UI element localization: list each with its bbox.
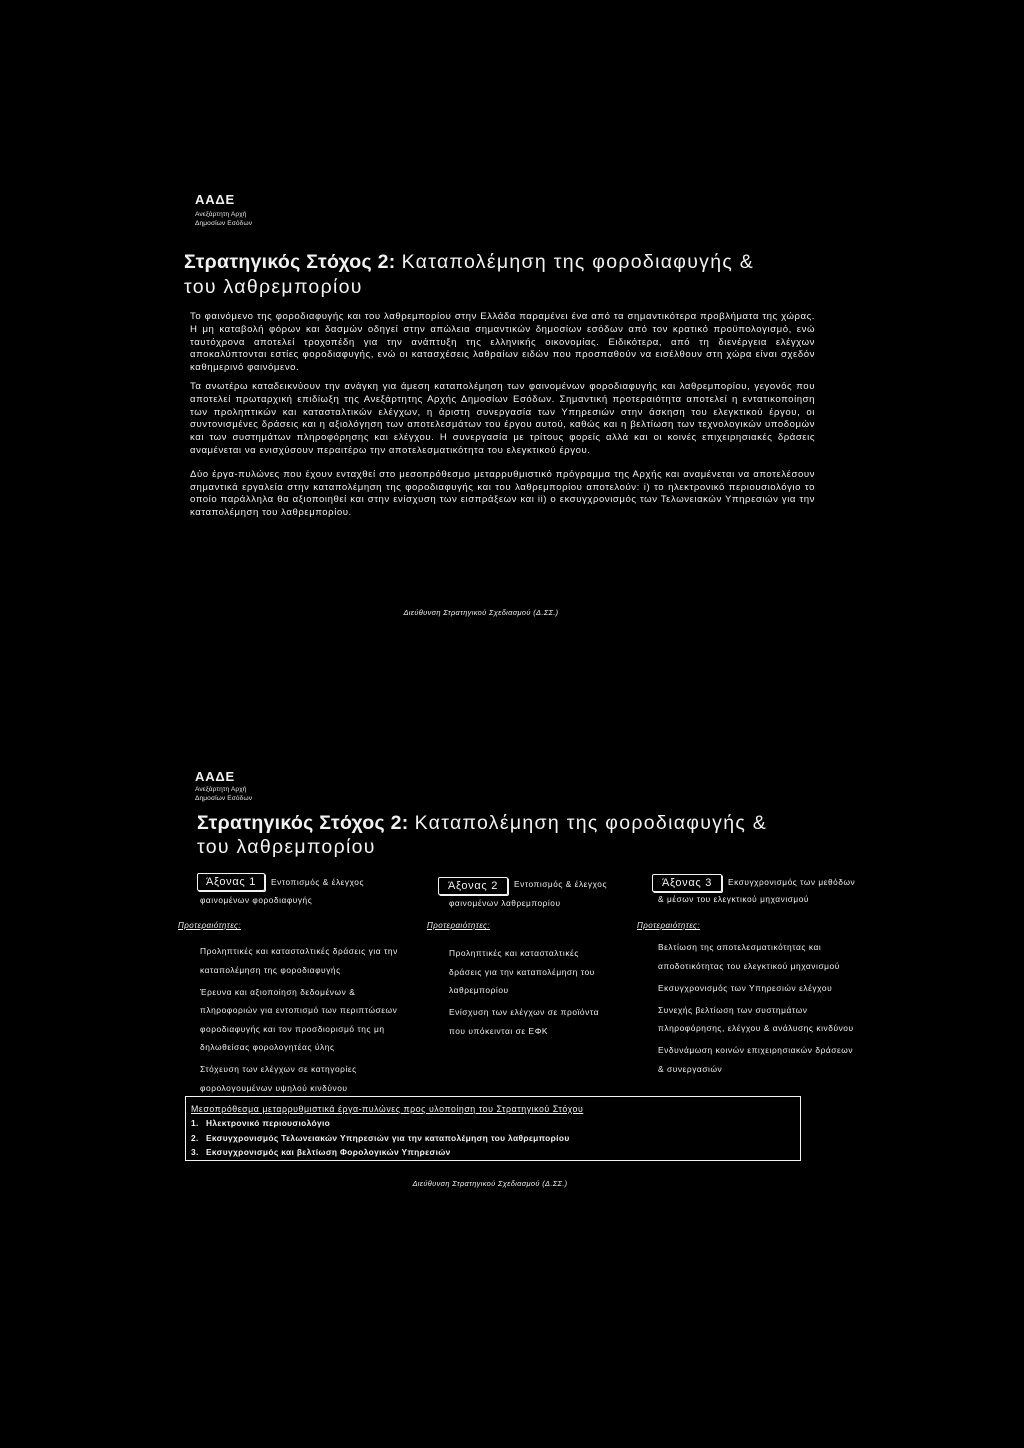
title-line1-rest: Καταπολέμηση της φοροδιαφυγής & (401, 251, 755, 273)
axis-3-priorities-label: Προτεραιότητες: (637, 921, 701, 930)
item-text: Ηλεκτρονικό περιουσιολόγιο (206, 1118, 331, 1129)
paragraph-1: Το φαινόμενο της φοροδιαφυγής και του λαθρεμπορίου στην Ελλάδα παραμένει ένα από τα σημαντικότερα προβλήματα της χώρας. Η μη καταβολή φόρων και δασμών οδηγεί στην απώλεια σημαντικών δημοσίων εσόδων από τον κρατικό προϋπολογισμό, ενώ ταυτόχρονα αποτελεί τροχοπέδη για την ανάπτυξη της ελληνικής οικονομίας. Ειδικότερα, από τη διενέργεια ελέγχων αποκαλύπτονται εστίες φοροδιαφυγής, ενώ οι κατασχέσεις λαθραίων ειδών που προσπαθούν να εισέλθουν στη χώρα είναι σχεδόν καθημερινό φαινόμενο. (190, 311, 815, 374)
title-lead: Στρατηγικός Στόχος 2: (184, 251, 396, 273)
axis-3-priorities (658, 938, 854, 1082)
priority-line: φορολογουμένων υψηλού κινδύνου (200, 1082, 348, 1093)
priority-line: Έρευνα και αξιοποίηση δεδομένων & (200, 986, 356, 997)
axis-2-title-line2: φαινομένων λαθρεμπορίου (449, 898, 561, 908)
slide1-logo (195, 192, 252, 228)
priority-item (658, 1041, 854, 1078)
reform-projects-heading: Μεσοπρόθεσμα μεταρρυθμιστικά έργα-πυλώνες προς υλοποίηση του Στρατηγικού Στόχου (191, 1104, 584, 1114)
reform-project-item (191, 1116, 800, 1130)
axis-3-badge: Άξονας 3 (652, 874, 722, 892)
axis-1-title-line2: φαινομένων φοροδιαφυγής (200, 895, 313, 905)
axis-1-priorities (200, 942, 398, 1101)
axis-3-title-line1: Εκσυγχρονισμός των μεθόδων (728, 877, 856, 887)
item-number: 3. (191, 1146, 199, 1157)
slide2-logo (195, 769, 252, 803)
slide1-footer: Διεύθυνση Στρατηγικού Σχεδιασμού (Δ.ΣΣ.) (403, 608, 559, 617)
priority-line: Ενίσχυση των ελέγχων σε προϊόντα (449, 1007, 600, 1017)
priority-item (200, 942, 398, 979)
paragraph-2: Τα ανωτέρω καταδεικνύουν την ανάγκη για άμεση καταπολέμηση των φαινομένων φοροδιαφυγής και λαθρεμπορίου, γεγονός που αποτελεί πρωταρχική επιδίωξη της Ανεξάρτητης Αρχής Δημοσίων Εσόδων. Σημαντική προτεραιότητα αποτελεί η εντατικοποίηση των προληπτικών και κατασταλτικών ελέγχων, η άριστη συνεργασία των Υπηρεσιών στην άσκηση του ελεγκτικού έργου, οι συντονισμένες δράσεις και η αξιολόγηση των αποτελεσμάτων του έργου αυτού, καθώς και η βελτίωση των τεχνολογικών υποδομών και των συστημάτων πληροφόρησης και ελέγχου. Η συνεργασία με τρίτους φορείς αλλά και οι κοινές επιχειρησιακές δράσεις αναμένεται να ενισχύσουν περαιτέρω την αποτελεσματικότητα του ελεγκτικού έργου. (190, 380, 815, 456)
axis-2-priorities (449, 944, 599, 1044)
reform-project-item (191, 1145, 800, 1159)
reform-projects-box (185, 1096, 801, 1161)
priority-line: Ενδυνάμωση κοινών επιχειρησιακών δράσεων (658, 1045, 854, 1055)
reform-project-item (191, 1131, 800, 1145)
logo-subtitle-line1: Ανεξάρτητη Αρχή (195, 786, 247, 793)
priority-line: που υπόκεινται σε ΕΦΚ (449, 1025, 549, 1036)
priority-line: δηλωθείσας φορολογητέας ύλης (200, 1042, 335, 1052)
priority-line: Συνεχής βελτίωση των συστημάτων (658, 1004, 808, 1015)
priority-line: Εκσυγχρονισμός των Υπηρεσιών ελέγχου (658, 982, 833, 993)
logo-acronym: ΑΑΔΕ (195, 192, 235, 207)
logo-subtitle-line2: Δημοσίων Εσόδων (195, 220, 253, 227)
priority-line: φοροδιαφυγής και τον προσδιορισμό της μη (200, 1023, 385, 1034)
priority-item (658, 938, 854, 975)
item-text: Εκσυγχρονισμός Τελωνειακών Υπηρεσιών για την καταπολέμηση του λαθρεμπορίου (206, 1132, 570, 1143)
axis-2-badge: Άξονας 2 (438, 877, 508, 895)
priority-item (200, 983, 398, 1057)
axis-1-priorities-label: Προτεραιότητες: (178, 921, 242, 930)
item-number: 1. (191, 1118, 199, 1129)
priority-line: & συνεργασιών (658, 1063, 723, 1074)
slide1-title (184, 250, 754, 300)
title-line2: του λαθρεμπορίου (197, 836, 376, 858)
logo-subtitle-line1: Ανεξάρτητη Αρχή (195, 211, 247, 218)
priority-line: Προληπτικές και κατασταλτικές (449, 948, 579, 958)
priority-line: πληροφοριών για εντοπισμό των περιπτώσεων (200, 1005, 398, 1015)
priority-line: πληροφόρησης, ελέγχου & ανάλυσης κινδύνου (658, 1023, 854, 1033)
priority-item (449, 1003, 599, 1040)
axis-2-title-line1: Εντοπισμός & έλεγχος (514, 879, 608, 889)
title-lead: Στρατηγικός Στόχος 2: (197, 812, 409, 834)
item-number: 2. (191, 1132, 199, 1143)
paragraph-3: Δύο έργα-πυλώνες που έχουν ενταχθεί στο μεσοπρόθεσμο μεταρρυθμιστικό πρόγραμμα της Αρχής και αναμένεται να αποτελέσουν σημαντικά εργαλεία στην καταπολέμηση της φοροδιαφυγής και του λαθρεμπορίου αποτελούν: i) το ηλεκτρονικό περιουσιολόγιο το οποίο παράλληλα θα αξιοποιηθεί και στην ενίσχυση των εισπράξεων και ii) ο εκσυγχρονισμός των Τελωνειακών Υπηρεσιών για την καταπολέμηση του λαθρεμπορίου. (190, 468, 815, 519)
priority-line: Στόχευση των ελέγχων σε κατηγορίες (200, 1064, 357, 1074)
slide1-body (190, 311, 815, 520)
priority-item (200, 1060, 398, 1097)
priority-item (658, 979, 854, 998)
priority-line: καταπολέμηση της φοροδιαφυγής (200, 964, 341, 975)
priority-item (449, 944, 599, 1000)
axis-2-priorities-label: Προτεραιότητες: (427, 921, 491, 930)
item-text: Εκσυγχρονισμός και βελτίωση Φορολογικών Υπηρεσιών (206, 1146, 451, 1157)
axis-3-title-line2: & μέσων του ελεγκτικού μηχανισμού (658, 894, 809, 904)
logo-subtitle-line2: Δημοσίων Εσόδων (195, 795, 253, 802)
priority-line: λαθρεμπορίου (449, 985, 509, 995)
priority-item (658, 1001, 854, 1038)
priority-line: Προληπτικές και κατασταλτικές δράσεις για την (200, 946, 398, 956)
title-line1-rest: Καταπολέμηση της φοροδιαφυγής & (414, 812, 768, 834)
slide2-footer: Διεύθυνση Στρατηγικού Σχεδιασμού (Δ.ΣΣ.) (412, 1179, 568, 1188)
priority-line: δράσεις για την καταπολέμηση του (449, 966, 595, 977)
priority-line: αποδοτικότητας του ελεγκτικού μηχανισμού (658, 960, 840, 971)
logo-acronym: ΑΑΔΕ (195, 769, 235, 784)
priority-line: Βελτίωση της αποτελεσματικότητας και (658, 942, 822, 952)
title-line2: του λαθρεμπορίου (184, 276, 363, 298)
axis-1-title-line1: Εντοπισμός & έλεγχος (271, 877, 365, 887)
axis-1-badge: Άξονας 1 (197, 873, 265, 891)
slide2-title (197, 811, 767, 859)
